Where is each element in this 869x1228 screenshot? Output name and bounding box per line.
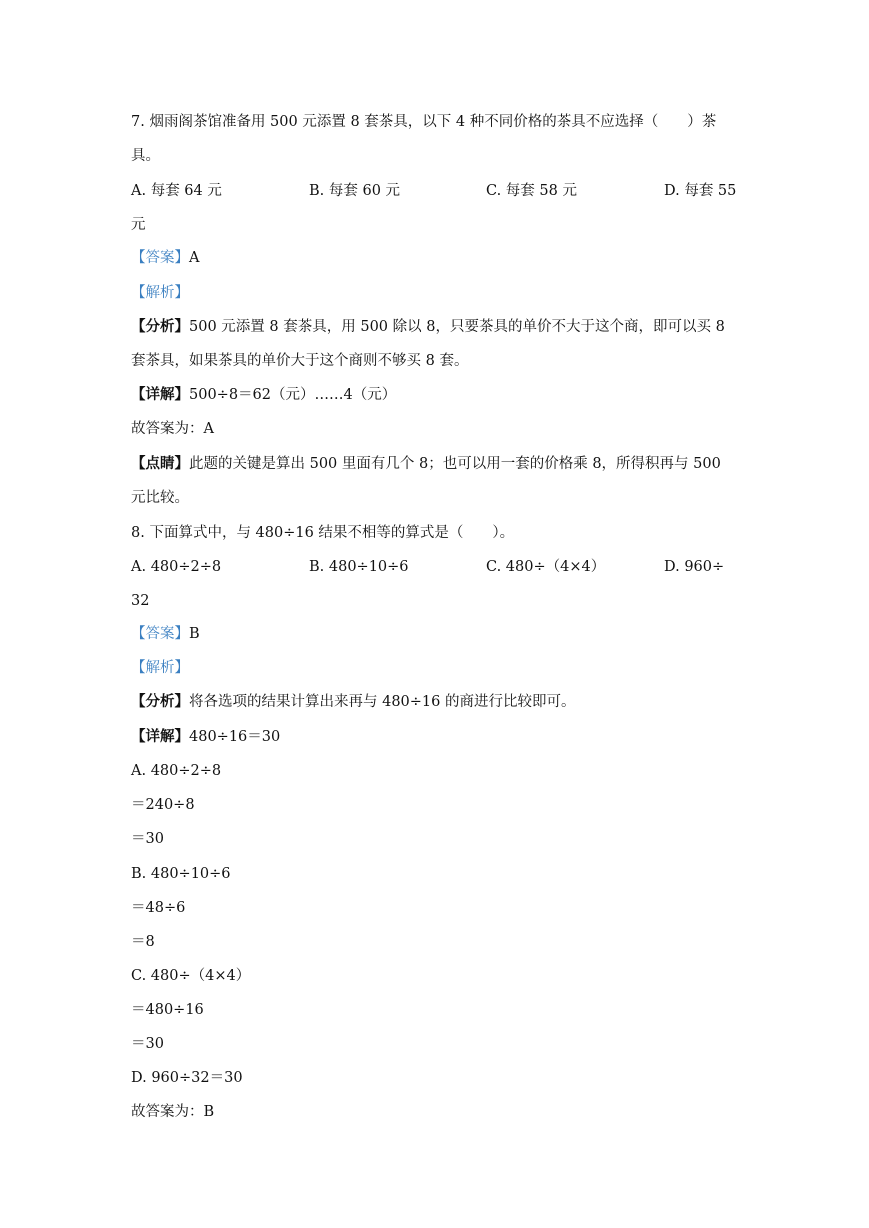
q7-fenxi-text-1: 500 元添置 8 套茶具，用 500 除以 8，只要茶具的单价不大于这个商，即可以买 8 [189,319,725,335]
q7-option-b: B. 每套 60 元 [309,183,401,199]
q8-step: D. 960÷32＝30 [131,1070,243,1086]
q8-fenxi-text: 将各选项的结果计算出来再与 480÷16 的商进行比较即可。 [189,694,576,710]
q8-option-d-tail: 32 [131,593,150,609]
q8-answer [131,625,200,643]
q8-xiangjie-text: 480÷16＝30 [189,729,281,745]
q8-answer-label: 【答案】 [131,626,189,642]
q8-option-a: A. 480÷2÷8 [131,559,222,575]
q7-option-a: A. 每套 64 元 [131,183,222,199]
q7-dianjing-line-2: 元比较。 [131,490,189,506]
q7-stem-line-1 [131,113,738,131]
q8-step: A. 480÷2÷8 [131,763,222,779]
q7-fenxi-line-1 [131,318,725,336]
q8-option-b: B. 480÷10÷6 [309,559,409,575]
q8-step: C. 480÷（4×4） [131,968,251,984]
q7-option-d-tail: 元 [131,217,146,233]
q7-option-c: C. 每套 58 元 [486,183,577,199]
q7-answer-value: A [189,250,200,266]
q8-analysis-label: 【解析】 [131,660,189,676]
q8-option-c: C. 480÷（4×4） [486,559,606,575]
q8-step: B. 480÷10÷6 [131,866,231,882]
q7-fenxi-label: 【分析】 [131,318,189,335]
q7-stem-line-2: 具。 [131,148,160,164]
q7-dianjing-label: 【点睛】 [131,455,189,472]
q8-step: ＝480÷16 [131,1002,204,1018]
q8-step: ＝48÷6 [131,900,186,916]
q7-xiangjie-text: 500÷8＝62（元）……4（元） [189,387,397,403]
q8-step: ＝30 [131,1036,164,1052]
q7-analysis-label: 【解析】 [131,285,189,301]
q7-fenxi-line-2: 套茶具，如果茶具的单价大于这个商则不够买 8 套。 [131,353,469,369]
q8-xiangjie-label: 【详解】 [131,728,189,745]
q8-answer-value: B [189,626,200,642]
q8-step: ＝30 [131,831,164,847]
q8-option-d: D. 960÷ [664,559,725,575]
q7-stem-text: 7. 烟雨阁茶馆准备用 500 元添置 8 套茶具，以下 4 种不同价格的茶具不应选择（ ）茶 [131,114,717,130]
q7-option-d: D. 每套 55 [664,183,737,199]
q8-step: ＝240÷8 [131,797,195,813]
q8-conclusion: 故答案为：B [131,1104,215,1120]
q7-xiangjie-label: 【详解】 [131,386,189,403]
q8-fenxi [131,693,576,711]
q7-dianjing-text-1: 此题的关键是算出 500 里面有几个 8；也可以用一套的价格乘 8，所得积再与 500 [189,456,721,472]
q7-answer [131,249,199,267]
q7-dianjing-line-1 [131,455,721,473]
q8-stem: 8. 下面算式中，与 480÷16 结果不相等的算式是（ ）。 [131,525,515,541]
q7-conclusion: 故答案为：A [131,421,214,437]
q7-answer-label: 【答案】 [131,250,189,266]
q7-xiangjie [131,386,396,404]
q8-fenxi-label: 【分析】 [131,693,189,710]
q8-step: ＝8 [131,934,155,950]
q8-xiangjie [131,728,280,746]
